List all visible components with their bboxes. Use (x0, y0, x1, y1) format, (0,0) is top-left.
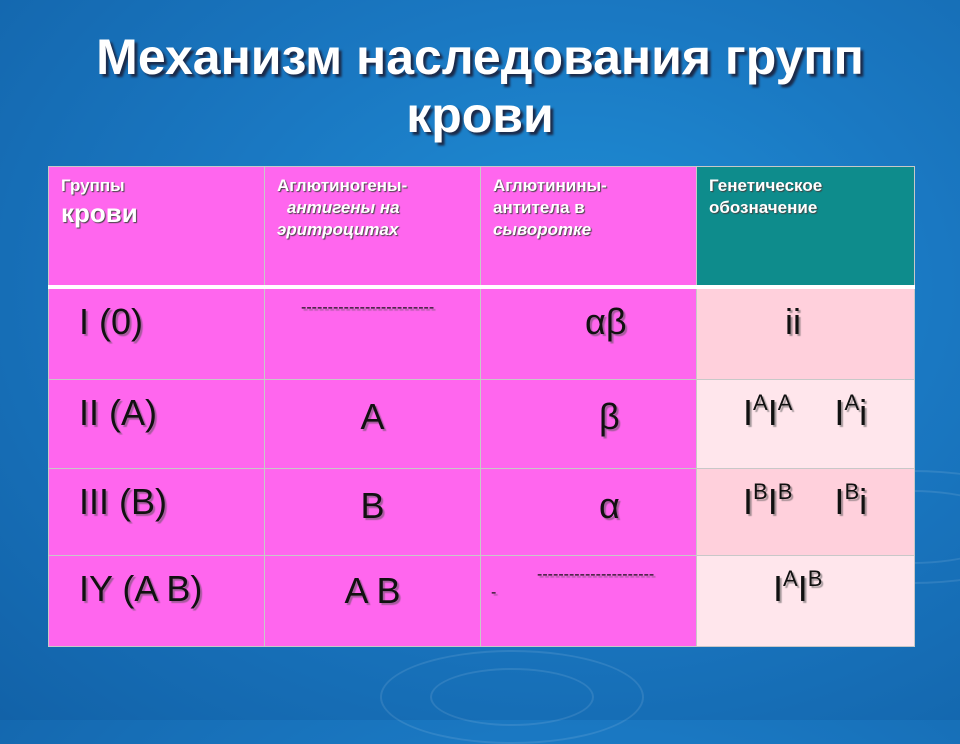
blood-group-cell: IY (A B) (79, 568, 203, 609)
antigen-cell: A (360, 396, 385, 437)
genetic-cell: ii (785, 301, 801, 342)
header-label: крови (61, 198, 138, 228)
blood-groups-table (48, 166, 915, 647)
header-label: эритроцитах (277, 220, 399, 239)
header-label: антигены на (287, 198, 400, 217)
antibody-cell: αβ (585, 301, 627, 342)
table-row (49, 287, 915, 380)
dash-tail: - (491, 584, 497, 601)
antigen-cell: A B (344, 570, 401, 611)
antigen-cell: ------------------------- (301, 299, 435, 316)
header-label: антитела в (493, 198, 585, 217)
header-label: Аглютинины- (493, 176, 607, 195)
header-agglutinogens (265, 167, 481, 288)
table-row (49, 556, 915, 647)
genotype-heterozygous: $I^Ai$ (834, 390, 868, 433)
antibody-cell: α (599, 485, 620, 526)
blood-group-cell: I (0) (79, 301, 144, 342)
table-row (49, 380, 915, 469)
ripple-decoration (430, 668, 594, 726)
genotype-codominant: $I^AI^B$ (773, 566, 823, 609)
header-label: Группы (61, 176, 125, 195)
genotype-homozygous: $I^BI^B$ (743, 479, 793, 522)
table-header-row (49, 167, 915, 288)
header-agglutinins (481, 167, 697, 288)
blood-group-cell: II (A) (79, 392, 157, 433)
title-line-1: Механизм наследования групп (96, 29, 864, 85)
slide-title (0, 28, 960, 144)
genetic-cell (697, 380, 914, 434)
header-label: Аглютиногены- (277, 176, 408, 195)
header-label: обозначение (709, 198, 818, 217)
blood-group-cell: III (B) (79, 481, 167, 522)
genetic-cell (697, 469, 914, 523)
antibody-cell (481, 556, 696, 602)
header-genetic-notation (697, 167, 915, 288)
header-label: сыворотке (493, 220, 592, 239)
genetic-cell (697, 556, 914, 610)
antigen-cell: B (360, 485, 385, 526)
antibody-cell: β (599, 396, 620, 437)
header-blood-groups (49, 167, 265, 288)
genotype-homozygous: $I^AI^A$ (743, 390, 793, 433)
dash-line: ---------------------- (537, 566, 655, 583)
genotype-heterozygous: $I^Bi$ (834, 479, 868, 522)
table-row (49, 469, 915, 556)
title-line-2: крови (406, 87, 554, 143)
header-label: Генетическое (709, 176, 823, 195)
